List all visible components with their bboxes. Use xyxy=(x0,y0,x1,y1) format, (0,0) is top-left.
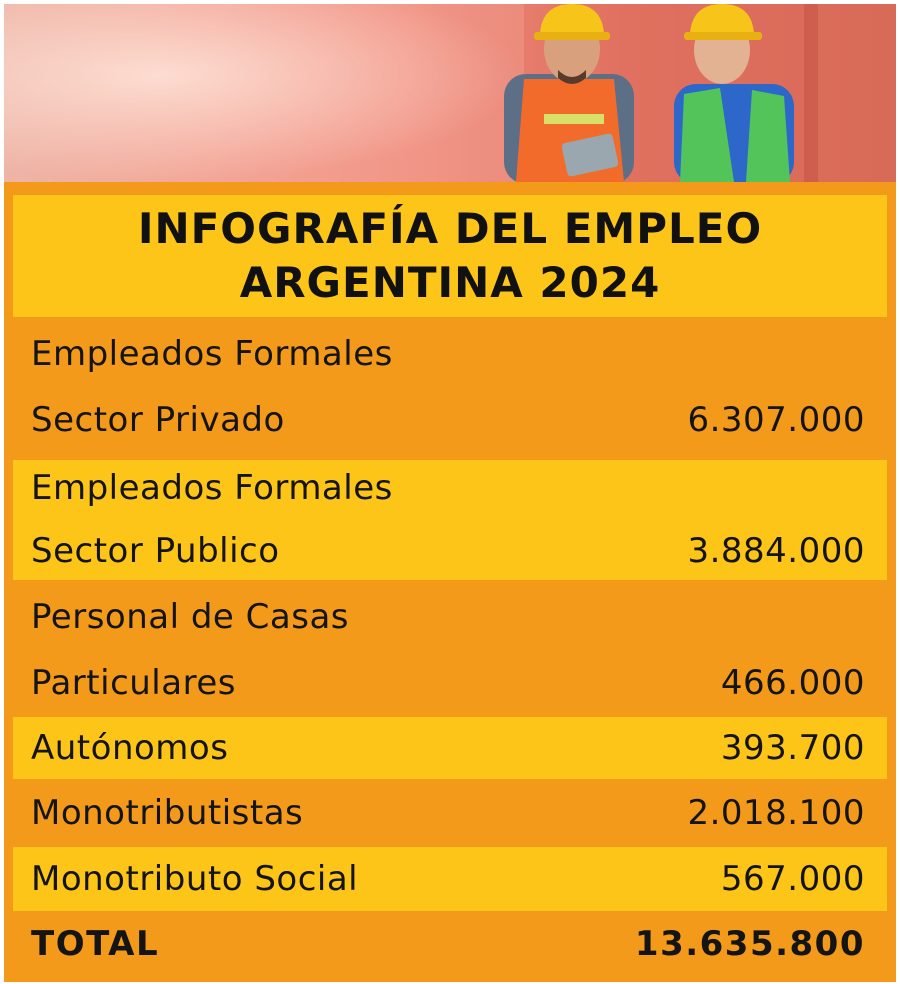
table-row xyxy=(13,717,887,779)
row-label: Monotributistas xyxy=(31,793,304,833)
row-value: 3.884.000 xyxy=(687,531,865,571)
total-value: 13.635.800 xyxy=(634,924,865,964)
table-row xyxy=(13,460,887,580)
row-label: Sector Publico xyxy=(31,531,280,571)
table-row xyxy=(13,583,887,715)
worker-hardhat-icon xyxy=(484,4,814,182)
total-label: TOTAL xyxy=(31,924,160,964)
row-label: Autónomos xyxy=(31,728,229,768)
photo-background xyxy=(4,4,524,182)
row-value: 466.000 xyxy=(720,663,865,703)
total-row xyxy=(13,913,887,975)
row-label: Empleados Formales xyxy=(31,334,393,374)
row-value: 393.700 xyxy=(720,728,865,768)
title-line-1: INFOGRAFÍA DEL EMPLEO xyxy=(137,204,763,253)
row-label: Personal de Casas xyxy=(31,597,349,637)
title-line-2: ARGENTINA 2024 xyxy=(239,258,661,307)
row-label: Empleados Formales xyxy=(31,468,393,508)
row-value: 2.018.100 xyxy=(687,793,865,833)
row-value: 6.307.000 xyxy=(687,400,865,440)
workers-photo xyxy=(4,4,896,182)
row-label: Particulares xyxy=(31,663,236,703)
table-row xyxy=(13,847,887,911)
row-value: 567.000 xyxy=(720,859,865,899)
table-row xyxy=(13,320,887,458)
page-title xyxy=(13,195,887,317)
table-row xyxy=(13,781,887,845)
row-label: Sector Privado xyxy=(31,400,285,440)
row-label: Monotributo Social xyxy=(31,859,359,899)
